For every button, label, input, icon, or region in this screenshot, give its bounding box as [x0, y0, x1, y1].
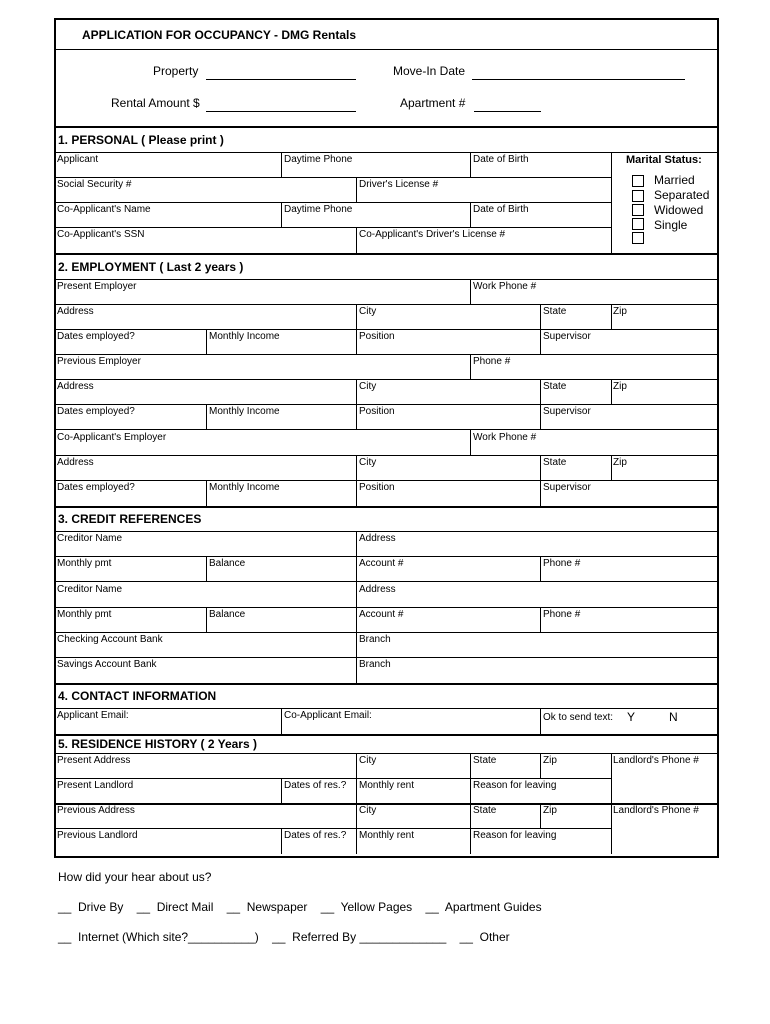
employment-heading: 2. EMPLOYMENT ( Last 2 years ) [58, 260, 244, 274]
address-field[interactable]: Address [57, 306, 94, 317]
personal-heading: 1. PERSONAL ( Please print ) [58, 133, 224, 147]
text-yes-option[interactable]: Y [627, 710, 636, 724]
zip-field[interactable]: Zip [543, 755, 557, 766]
state-field[interactable]: State [473, 805, 497, 816]
present-employer-field[interactable]: Present Employer [57, 281, 137, 292]
co-daytime-phone-field[interactable]: Daytime Phone [284, 204, 353, 215]
zip-field[interactable]: Zip [613, 457, 627, 468]
monthly-pmt-field[interactable]: Monthly pmt [57, 609, 112, 620]
monthly-rent-field[interactable]: Monthly rent [359, 780, 415, 791]
work-phone-field[interactable]: Work Phone # [473, 432, 537, 443]
residence-heading: 5. RESIDENCE HISTORY ( 2 Years ) [58, 737, 257, 751]
single-label: Single [654, 218, 688, 232]
landlord-phone-field[interactable]: Landlord's Phone # [613, 755, 699, 766]
move-in-label: Move-In Date [393, 64, 466, 78]
apartment-field[interactable] [474, 111, 541, 112]
married-checkbox[interactable] [632, 175, 644, 187]
contact-heading: 4. CONTACT INFORMATION [58, 689, 217, 703]
single-checkbox[interactable] [632, 218, 644, 230]
property-label: Property [153, 64, 199, 78]
position-field[interactable]: Position [359, 482, 395, 493]
state-field[interactable]: State [473, 755, 497, 766]
previous-landlord-field[interactable]: Previous Landlord [57, 830, 138, 841]
city-field[interactable]: City [359, 805, 377, 816]
marital-status-label: Marital Status: [626, 154, 702, 166]
previous-employer-field[interactable]: Previous Employer [57, 356, 141, 367]
ssn-field[interactable]: Social Security # [57, 179, 132, 190]
landlord-phone-field[interactable]: Landlord's Phone # [613, 805, 699, 816]
zip-field[interactable]: Zip [613, 381, 627, 392]
ok-to-text-label: Ok to send text: [543, 712, 614, 723]
co-dob-field[interactable]: Date of Birth [473, 204, 529, 215]
rental-amount-label: Rental Amount $ [111, 96, 200, 110]
co-drivers-license-field[interactable]: Co-Applicant's Driver's License # [359, 229, 506, 240]
dates-employed-field[interactable]: Dates employed? [57, 406, 135, 417]
co-applicant-email-field[interactable]: Co-Applicant Email: [284, 710, 372, 721]
address-field[interactable]: Address [57, 381, 94, 392]
divider [56, 49, 717, 50]
reason-leaving-field[interactable]: Reason for leaving [473, 780, 557, 791]
co-applicant-name-field[interactable]: Co-Applicant's Name [57, 204, 151, 215]
state-field[interactable]: State [543, 381, 567, 392]
zip-field[interactable]: Zip [543, 805, 557, 816]
referral-question: How did your hear about us? [58, 870, 212, 884]
applicant-field[interactable]: Applicant [57, 154, 99, 165]
phone-field[interactable]: Phone # [473, 356, 511, 367]
address-field[interactable]: Address [57, 457, 94, 468]
monthly-pmt-field[interactable]: Monthly pmt [57, 558, 112, 569]
creditor-phone-field[interactable]: Phone # [543, 609, 581, 620]
branch-field[interactable]: Branch [359, 634, 391, 645]
divider [56, 126, 717, 128]
branch-field[interactable]: Branch [359, 659, 391, 670]
referral-options-line2[interactable]: __ Internet (Which site?__________) __ Referred By _____________ __ Other [58, 930, 510, 944]
dob-field[interactable]: Date of Birth [473, 154, 529, 165]
widowed-checkbox[interactable] [632, 204, 644, 216]
checking-bank-field[interactable]: Checking Account Bank [57, 634, 163, 645]
city-field[interactable]: City [359, 755, 377, 766]
monthly-income-field[interactable]: Monthly Income [209, 406, 280, 417]
creditor-address-field[interactable]: Address [359, 584, 396, 595]
account-field[interactable]: Account # [359, 558, 404, 569]
daytime-phone-field[interactable]: Daytime Phone [284, 154, 353, 165]
city-field[interactable]: City [359, 457, 377, 468]
divider [56, 152, 717, 153]
position-field[interactable]: Position [359, 406, 395, 417]
balance-field[interactable]: Balance [209, 558, 246, 569]
creditor-address-field[interactable]: Address [359, 533, 396, 544]
property-field[interactable] [206, 79, 356, 80]
creditor-name-field[interactable]: Creditor Name [57, 584, 123, 595]
work-phone-field[interactable]: Work Phone # [473, 281, 537, 292]
monthly-rent-field[interactable]: Monthly rent [359, 830, 415, 841]
state-field[interactable]: State [543, 457, 567, 468]
state-field[interactable]: State [543, 306, 567, 317]
account-field[interactable]: Account # [359, 609, 404, 620]
widowed-label: Widowed [654, 203, 704, 217]
separated-checkbox[interactable] [632, 190, 644, 202]
balance-field[interactable]: Balance [209, 609, 246, 620]
dates-employed-field[interactable]: Dates employed? [57, 482, 135, 493]
applicant-email-field[interactable]: Applicant Email: [57, 710, 129, 721]
previous-address-field[interactable]: Previous Address [57, 805, 135, 816]
present-address-field[interactable]: Present Address [57, 755, 131, 766]
form-title: APPLICATION FOR OCCUPANCY - DMG Rentals [82, 28, 357, 42]
supervisor-field[interactable]: Supervisor [543, 406, 591, 417]
supervisor-field[interactable]: Supervisor [543, 482, 591, 493]
present-landlord-field[interactable]: Present Landlord [57, 780, 134, 791]
drivers-license-field[interactable]: Driver's License # [359, 179, 439, 190]
separated-label: Separated [654, 188, 710, 202]
city-field[interactable]: City [359, 381, 377, 392]
position-field[interactable]: Position [359, 331, 395, 342]
text-no-option[interactable]: N [669, 710, 678, 724]
dates-employed-field[interactable]: Dates employed? [57, 331, 135, 342]
dates-of-res-field[interactable]: Dates of res.? [284, 780, 347, 791]
extra-checkbox[interactable] [632, 232, 644, 244]
city-field[interactable]: City [359, 306, 377, 317]
rental-amount-field[interactable] [206, 111, 356, 112]
monthly-income-field[interactable]: Monthly Income [209, 482, 280, 493]
married-label: Married [654, 173, 695, 187]
zip-field[interactable]: Zip [613, 306, 627, 317]
creditor-name-field[interactable]: Creditor Name [57, 533, 123, 544]
supervisor-field[interactable]: Supervisor [543, 331, 591, 342]
reason-leaving-field[interactable]: Reason for leaving [473, 830, 557, 841]
monthly-income-field[interactable]: Monthly Income [209, 331, 280, 342]
dates-of-res-field[interactable]: Dates of res.? [284, 830, 347, 841]
move-in-field[interactable] [472, 79, 685, 80]
apartment-label: Apartment # [400, 96, 466, 110]
co-ssn-field[interactable]: Co-Applicant's SSN [57, 229, 145, 240]
referral-options-line1[interactable]: __ Drive By __ Direct Mail __ Newspaper __ Yellow Pages __ Apartment Guides [58, 900, 542, 914]
savings-bank-field[interactable]: Savings Account Bank [57, 659, 157, 670]
co-employer-field[interactable]: Co-Applicant's Employer [57, 432, 167, 443]
creditor-phone-field[interactable]: Phone # [543, 558, 581, 569]
credit-heading: 3. CREDIT REFERENCES [58, 512, 202, 526]
